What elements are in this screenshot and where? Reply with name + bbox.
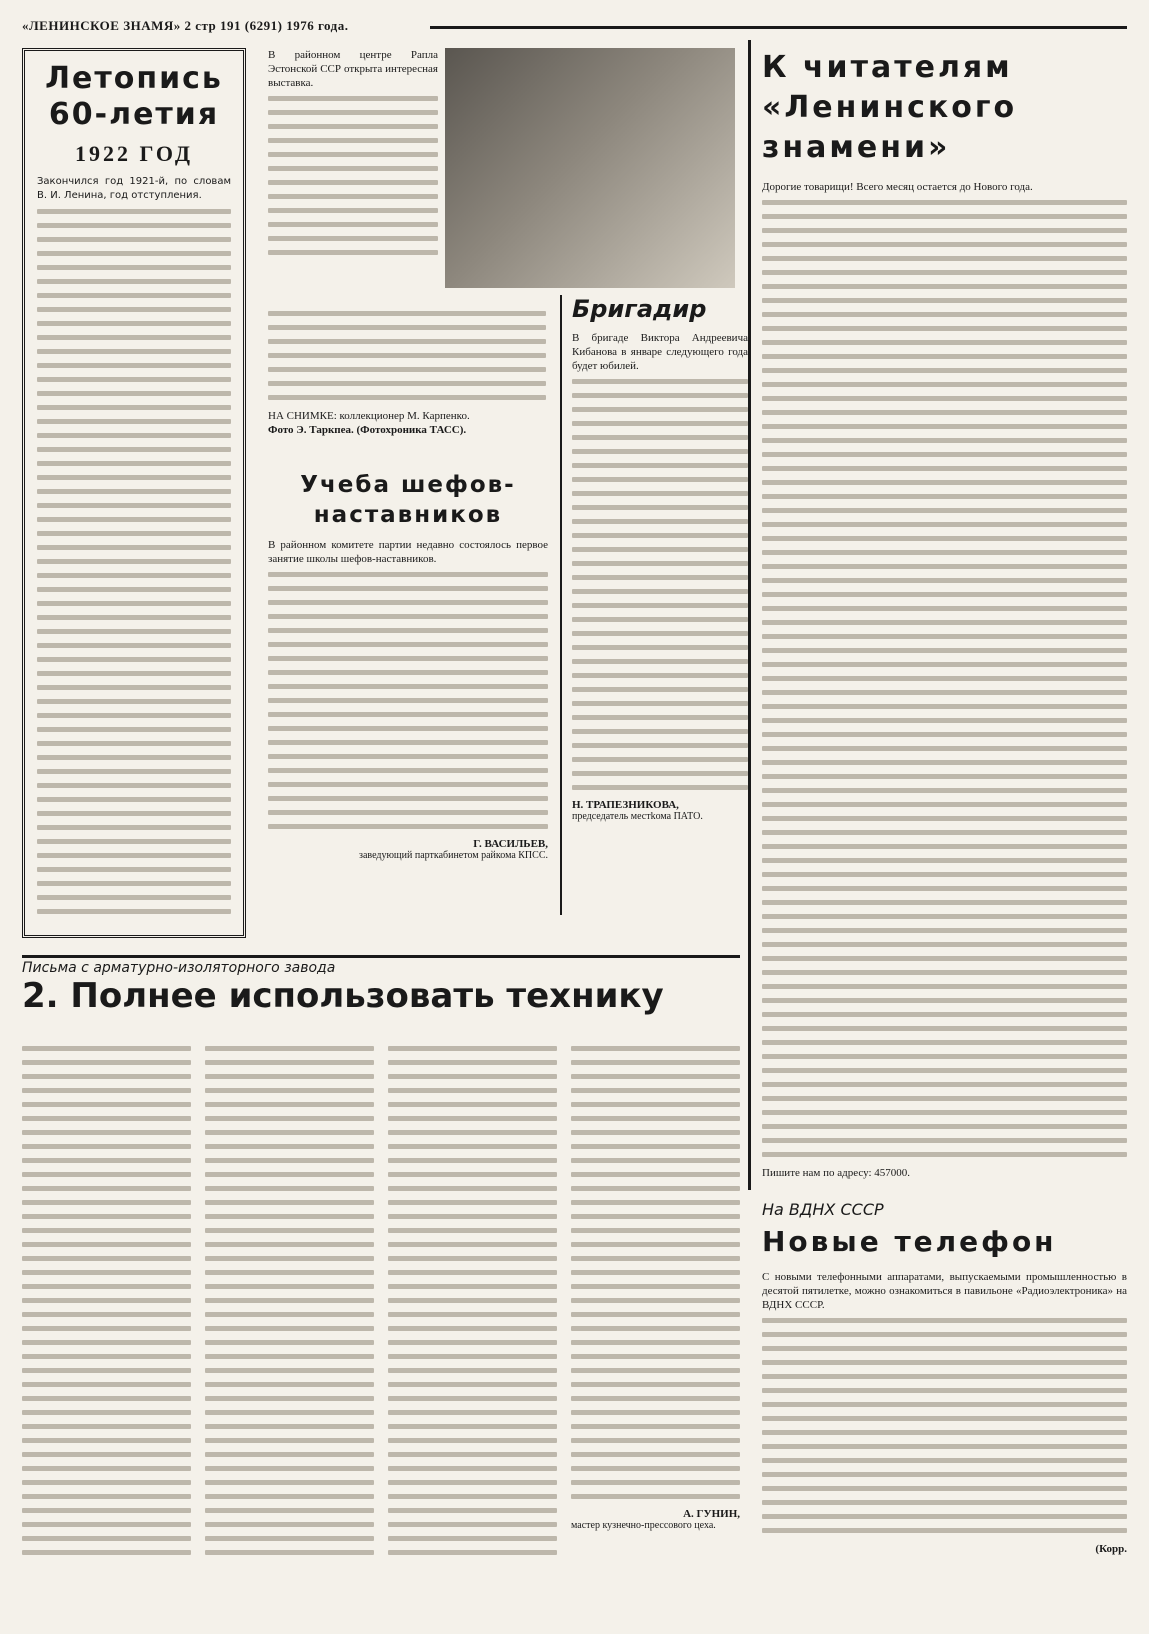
letters-title: 2. Полнее использовать технику <box>22 976 664 1016</box>
letters-column-3 <box>388 1046 557 1600</box>
exhibition-photo <box>445 48 735 288</box>
exhibition-lead: В районном центре Рапла Эстонской ССР открыта интересная выставка. <box>268 49 438 89</box>
chronicle-lead: Закончился год 1921-й, по словам В. И. Ленина, год отступления. <box>37 176 231 201</box>
phones-kicker: На ВДНХ СССР <box>762 1200 884 1219</box>
readers-title: К читателям «Ленинского знамени» <box>762 50 1018 165</box>
letters-body <box>22 1040 740 1600</box>
mentors-title: Учеба шефов-наставников <box>300 472 516 528</box>
brigadier-author-role: председатель местkома ПАТО. <box>572 811 703 822</box>
brigadier-article <box>560 295 748 915</box>
letters-header <box>22 960 740 1030</box>
chronicle-box <box>22 48 246 938</box>
phones-article <box>762 1200 1127 1610</box>
brigadier-author: Н. ТРАПЕЗНИКОВА, <box>572 799 679 811</box>
readers-article <box>762 48 1127 1188</box>
exhibition-caption-block <box>268 305 546 455</box>
exhibition-credit: Фото Э. Таркпеа. (Фотохроника ТАСС). <box>268 424 467 436</box>
brigadier-lead: В бригаде Виктора Андреевича Кибанова в январе следующего года будет юбилей. <box>572 332 748 372</box>
mentors-author-role: заведующий парткабинетом райкома КПСС. <box>359 850 548 861</box>
mentors-article <box>268 470 548 915</box>
right-column-rule <box>748 40 751 1190</box>
letters-column-4 <box>571 1040 740 1600</box>
letters-author-role: мастер кузнечно-прессового цеха. <box>571 1520 716 1531</box>
masthead-rule <box>430 26 1127 29</box>
readers-address: Пишите нам по адресу: 457000. <box>762 1167 911 1179</box>
exhibition-text <box>268 48 438 298</box>
mentors-lead: В районном комитете партии недавно состоялось первое занятие школы шефов-наставников. <box>268 539 548 565</box>
phones-title: Новые телефон <box>762 1225 1057 1258</box>
letters-column-2 <box>205 1046 374 1600</box>
mentors-author: Г. ВАСИЛЬЕВ, <box>473 838 548 850</box>
letters-author: А. ГУНИН, <box>683 1508 740 1520</box>
phones-credit: (Корр. <box>1095 1543 1127 1555</box>
phones-lead: С новыми телефонными аппаратами, выпускаемыми промышленностью в десятой пятилетке, можно ознакомиться в павильоне «Радиоэлектроника» на ВДНХ СССР. <box>762 1271 1127 1311</box>
letters-column-1 <box>22 1046 191 1600</box>
chronicle-title: Летопись 60-летия <box>45 61 223 132</box>
letters-kicker: Письма с арматурно-изоляторного завода <box>22 960 336 976</box>
brigadier-title: Бригадир <box>572 295 707 323</box>
chronicle-body-placeholder <box>37 209 231 914</box>
masthead: «ЛЕНИНСКОЕ ЗНАМЯ» 2 стр 191 (6291) 1976 года. <box>22 18 349 33</box>
chronicle-year: 1922 ГОД <box>74 141 194 166</box>
readers-lead: Дорогие товарищи! Всего месяц остается до Нового года. <box>762 181 1033 193</box>
exhibition-caption: НА СНИМКЕ: коллекционер М. Карпенко. <box>268 410 470 422</box>
